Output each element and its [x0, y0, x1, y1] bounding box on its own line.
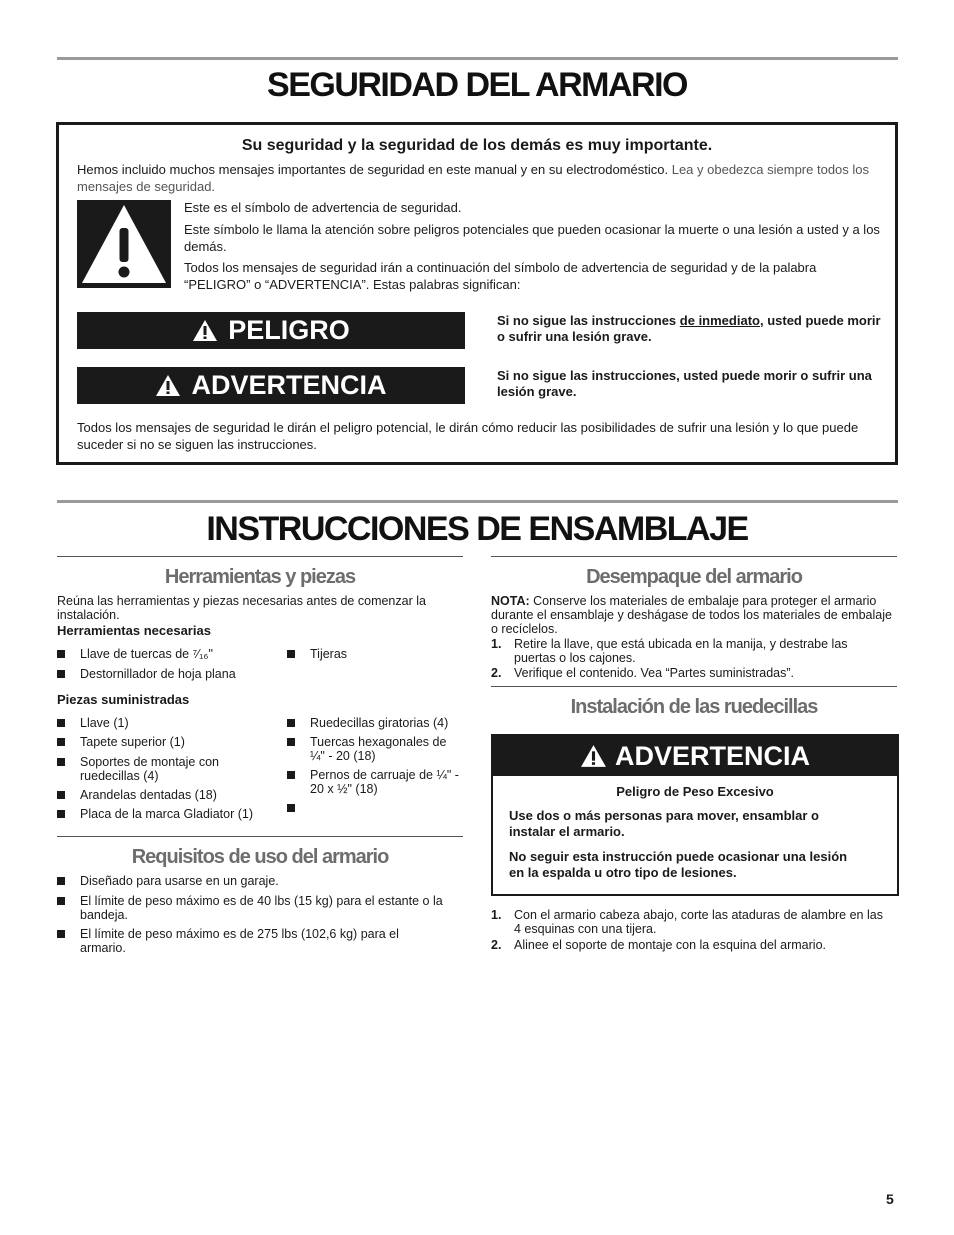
unpack-title: Desempaque del armario	[586, 566, 802, 588]
alert-triangle-icon	[155, 374, 181, 397]
assembly-title: INSTRUCCIONES DE ENSAMBLAJE	[206, 510, 748, 548]
tools-title: Herramientas y piezas	[164, 566, 356, 588]
requirements-rule	[57, 836, 463, 837]
note-label: NOTA:	[491, 594, 530, 608]
tools-intro: Reúna las herramientas y piezas necesarias antes de comenzar la instalación.	[57, 594, 426, 622]
weight-warning-p1: Use dos o más personas para mover, ensamblar o instalar el armario.	[509, 808, 819, 839]
casters-rule	[491, 686, 897, 687]
safety-alert-icon	[77, 200, 171, 288]
peligro-banner	[77, 312, 465, 349]
parts-heading: Piezas suministradas	[57, 692, 190, 707]
symbol-line-2: Este símbolo le llama la atención sobre peligros potenciales que pueden ocasionar la muerte o una lesión a usted y a los demás.	[184, 222, 880, 254]
peligro-label: PELIGRO	[228, 315, 350, 345]
tools-needed-heading: Herramientas necesarias	[57, 623, 211, 638]
advertencia-label: ADVERTENCIA	[191, 370, 387, 400]
peligro-text-b: , usted puede morir o sufrir una lesión grave.	[497, 313, 881, 344]
safety-heading: Su seguridad y la seguridad de los demás es muy importante.	[241, 137, 713, 154]
peligro-text-underlined: de inmediato	[679, 313, 760, 328]
weight-warning-box	[491, 734, 899, 896]
advertencia-text: Si no sigue las instrucciones, usted puede morir o sufrir una lesión grave.	[497, 368, 872, 399]
tools-rule	[57, 556, 463, 557]
safety-intro	[77, 161, 887, 195]
safety-box	[56, 122, 898, 465]
safety-intro-part1: Hemos incluido muchos mensajes importantes de seguridad en este manual y en su electrodoméstico.	[77, 162, 669, 177]
weight-warning-p2: No seguir esta instrucción puede ocasionar una lesión en la espalda u otro tipo de lesiones.	[509, 849, 848, 880]
symbol-line-1: Este es el símbolo de advertencia de seguridad.	[184, 200, 462, 215]
alert-triangle-icon	[580, 744, 607, 768]
unpack-note	[491, 594, 897, 636]
symbol-line-3: Todos los mensajes de seguridad irán a continuación del símbolo de advertencia de seguridad y de la palabra “PELIGRO” o “ADVERTENCIA”. Estas palabras significan:	[184, 260, 817, 292]
top-rule	[57, 57, 898, 60]
peligro-text-a: Si no sigue las instrucciones	[497, 313, 680, 328]
safety-intro-part2: Lea y obedezca siempre todos los mensajes de seguridad.	[77, 162, 870, 194]
casters-title: Instalación de las ruedecillas	[570, 696, 818, 718]
note-text: Conserve los materiales de embalaje para proteger el armario durante el ensamblaje y deshágase de todos los materiales de embalaje o recíclelos.	[491, 594, 892, 636]
weight-warning-heading: Peligro de Peso Excesivo	[616, 784, 774, 799]
page-number: 5	[886, 1191, 894, 1207]
unpack-rule	[491, 556, 897, 557]
weight-warning-banner	[493, 736, 897, 776]
weight-warning-label: ADVERTENCIA	[614, 740, 810, 771]
assembly-rule	[57, 500, 898, 503]
advertencia-banner	[77, 367, 465, 404]
peligro-text	[497, 313, 887, 345]
safety-footer: Todos los mensajes de seguridad le dirán el peligro potencial, le dirán cómo reducir las posibilidades de sufrir una lesión y lo que puede suceder si no se siguen las instrucciones.	[77, 420, 859, 452]
safety-title: SEGURIDAD DEL ARMARIO	[267, 66, 687, 104]
requirements-title: Requisitos de uso del armario	[131, 846, 389, 868]
alert-triangle-icon	[192, 319, 218, 342]
